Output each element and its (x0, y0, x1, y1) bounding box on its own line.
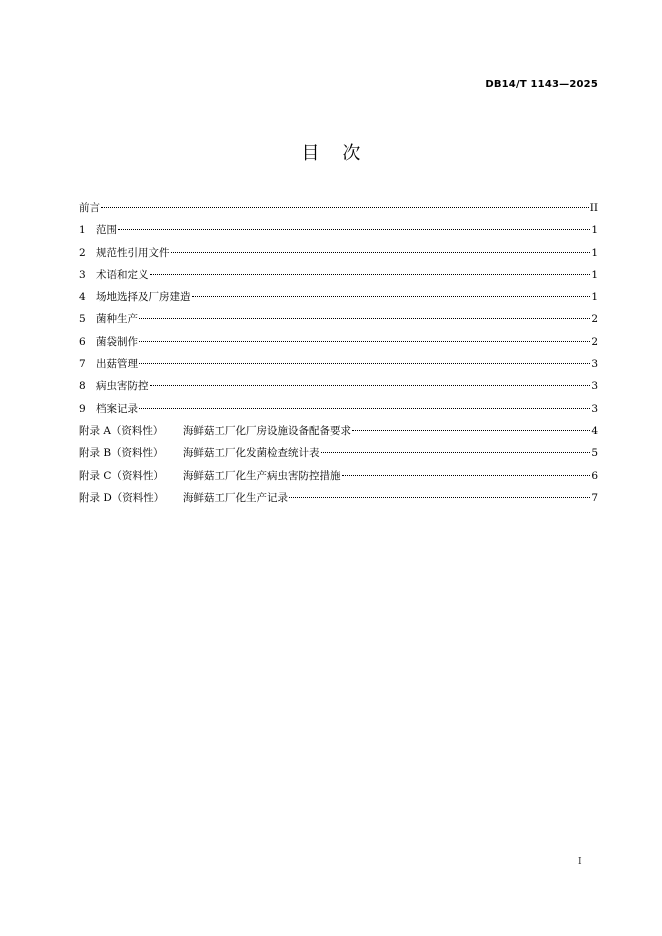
toc-entry-page: 1 (591, 224, 598, 237)
toc-entry-label: 病虫害防控 (96, 380, 149, 393)
toc-entry-page: 1 (591, 246, 598, 259)
toc-dot-leader (289, 497, 590, 498)
toc-entry-number: 5 (79, 313, 86, 326)
toc-entry-number: 3 (79, 268, 86, 281)
toc-entry-label: 范围 (96, 224, 117, 237)
table-of-contents (79, 200, 598, 512)
toc-entry-number: 1 (79, 224, 86, 237)
toc-entry-label: 海鲜菇工厂化发菌检查统计表 (183, 447, 320, 460)
toc-entry-label: 场地选择及厂房建造 (96, 291, 191, 304)
toc-entry-3[interactable] (79, 267, 598, 289)
toc-entry-label: 菌袋制作 (96, 335, 138, 348)
toc-entry-foreword[interactable] (79, 200, 598, 222)
toc-entry-4[interactable] (79, 289, 598, 311)
toc-entry-page: 2 (591, 335, 598, 348)
toc-entry-label: 规范性引用文件 (96, 246, 170, 259)
toc-entry-page: 2 (591, 313, 598, 326)
toc-entry-page: 3 (591, 358, 598, 371)
toc-entry-page: 7 (591, 491, 598, 504)
page-number: I (578, 857, 582, 867)
toc-entry-label: 菌种生产 (96, 313, 138, 326)
toc-entry-appendix-d[interactable] (79, 490, 598, 512)
toc-dot-leader (352, 430, 590, 431)
document-code: DB14/T 1143—2025 (485, 79, 598, 90)
toc-dot-leader (139, 318, 590, 319)
toc-entry-page: 1 (591, 291, 598, 304)
toc-entry-number: 9 (79, 402, 86, 415)
toc-dot-leader (192, 296, 591, 297)
toc-entry-page: 6 (591, 469, 598, 482)
toc-entry-6[interactable] (79, 334, 598, 356)
toc-dot-leader (150, 274, 591, 275)
toc-entry-page: 4 (591, 424, 598, 437)
toc-appendix-prefix: 附录 A（资料性） (79, 424, 164, 437)
toc-entry-8[interactable] (79, 378, 598, 400)
toc-entry-label: 档案记录 (96, 402, 138, 415)
toc-entry-number: 7 (79, 358, 86, 371)
toc-dot-leader (101, 207, 589, 208)
toc-entry-page: 5 (591, 447, 598, 460)
toc-entry-number: 2 (79, 246, 86, 259)
toc-entry-page: 1 (591, 268, 598, 281)
toc-entry-label: 前言 (79, 202, 100, 214)
toc-entry-page: 3 (591, 380, 598, 393)
toc-entry-7[interactable] (79, 356, 598, 378)
toc-entry-page: 3 (591, 402, 598, 415)
toc-entry-9[interactable] (79, 401, 598, 423)
page-title: 目 次 (301, 143, 361, 164)
toc-dot-leader (139, 408, 590, 409)
toc-dot-leader (321, 452, 591, 453)
toc-entry-number: 4 (79, 291, 86, 304)
toc-entry-appendix-b[interactable] (79, 445, 598, 467)
toc-entry-1[interactable] (79, 222, 598, 244)
toc-entry-5[interactable] (79, 311, 598, 333)
toc-entry-label: 海鲜菇工厂化生产记录 (183, 491, 288, 504)
toc-appendix-prefix: 附录 C（资料性） (79, 469, 164, 482)
toc-entry-2[interactable] (79, 245, 598, 267)
toc-entry-label: 出菇管理 (96, 358, 138, 371)
toc-dot-leader (118, 229, 590, 230)
toc-dot-leader (150, 385, 591, 386)
toc-appendix-prefix: 附录 D（资料性） (79, 491, 165, 504)
toc-dot-leader (342, 475, 591, 476)
toc-entry-page: II (589, 202, 598, 214)
toc-dot-leader (171, 252, 591, 253)
toc-entry-label: 海鲜菇工厂化生产病虫害防控措施 (183, 469, 341, 482)
toc-entry-label: 海鲜菇工厂化厂房设施设备配备要求 (183, 424, 351, 437)
toc-appendix-prefix: 附录 B（资料性） (79, 447, 164, 460)
toc-entry-number: 6 (79, 335, 86, 348)
toc-entry-appendix-c[interactable] (79, 468, 598, 490)
toc-dot-leader (139, 363, 590, 364)
toc-dot-leader (139, 341, 590, 342)
toc-entry-appendix-a[interactable] (79, 423, 598, 445)
toc-entry-label: 术语和定义 (96, 268, 149, 281)
toc-entry-number: 8 (79, 380, 86, 393)
